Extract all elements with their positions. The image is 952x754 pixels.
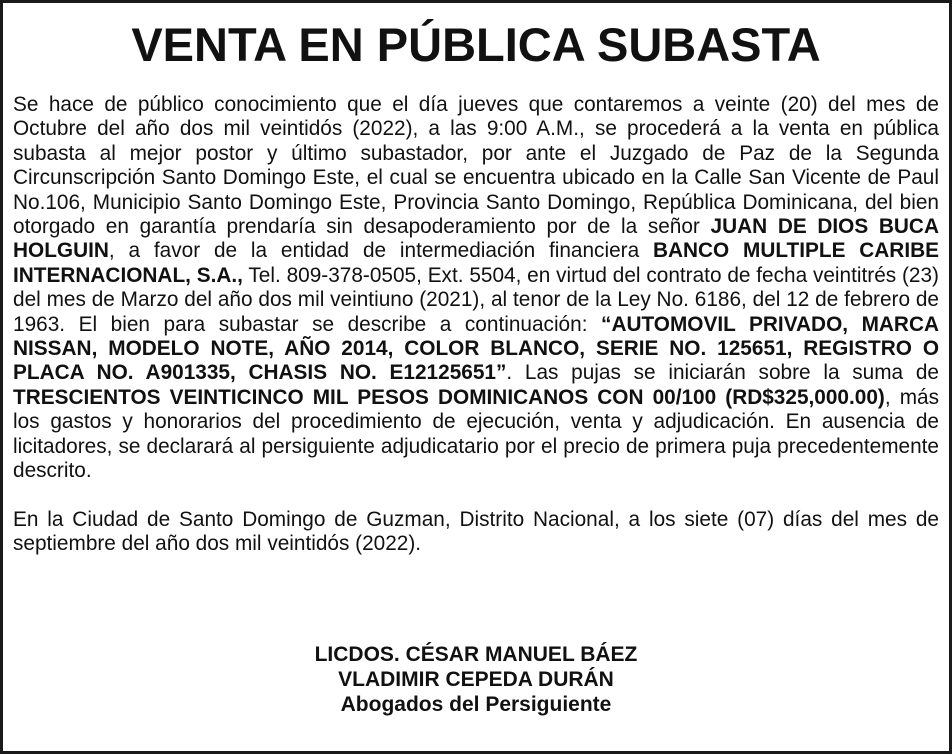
bank-name: BANCO MULTIPLE CARIBE INTERNACIONAL, S.A., [13,239,939,287]
debtor-name: JUAN DE DIOS BUCA HOLGUIN [13,215,939,263]
signature-line-2: VLADIMIR CEPEDA DURÁN [338,668,614,691]
date-location-paragraph: En la Ciudad de Santo Domingo de Guzman, Distrito Nacional, a los siete (07) días del mes de septiembre del año dos mil veintidós (2022). [13,507,939,555]
auction-details-paragraph [13,93,939,484]
signature-line-1: LICDOS. CÉSAR MANUEL BÁEZ [314,643,638,666]
paragraph-text: Se hace de público conocimiento que el día jueves que contaremos a veinte (20) del mes de Octubre del año dos mil veintidós (2022), a las 9:00 A.M., se procederá a la venta en pública subasta al mejor postor y último subastador, por ante el Juzgado de Paz de la Segunda Circunscripción Santo Domingo Este, el cual se encuentra ubicado en la Calle San Vicente de Paul No.106, Municipio Santo Domingo Este, Provincia Santo Domingo, República Dominicana, del bien otorgado en garantía prendaría sin desapoderamiento por de la señor [13,93,939,239]
notice-body [13,93,939,556]
paragraph-text: , a favor de la entidad de intermediación financiera [108,239,653,263]
paragraph-text: , más los gastos y honorarios del procedimiento de ejecución, venta y adjudicación. En ausencia de licitadores, se declarará al persiguiente adjudicatario por el precio de primera puja precedentemente descrito. [13,385,939,483]
paragraph-text: . Las pujas se iniciarán sobre la suma de [506,361,939,385]
signature-block [3,642,949,717]
notice-title: VENTA EN PÚBLICA SUBASTA [131,18,821,71]
paragraph-text: Tel. 809-378-0505, Ext. 5504, en virtud del contrato de fecha veintitrés (23) del mes de Marzo del año dos mil veintiuno (2021), al tenor de la Ley No. 6186, del 12 de febrero de 1963. El bien para subastar se describe a continuación: [13,263,939,336]
paragraph-spacer [13,484,939,508]
vehicle-description: “AUTOMOVIL PRIVADO, MARCA NISSAN, MODELO NOTE, AÑO 2014, COLOR BLANCO, SERIE NO. 125651, REGISTRO O PLACA NO. A901335, CHASIS NO. E12125651” [13,312,939,385]
starting-bid-amount: TRESCIENTOS VEINTICINCO MIL PESOS DOMINICANOS CON 00/100 (RD$325,000.00) [13,385,885,409]
signature-role: Abogados del Persiguiente [340,693,612,716]
